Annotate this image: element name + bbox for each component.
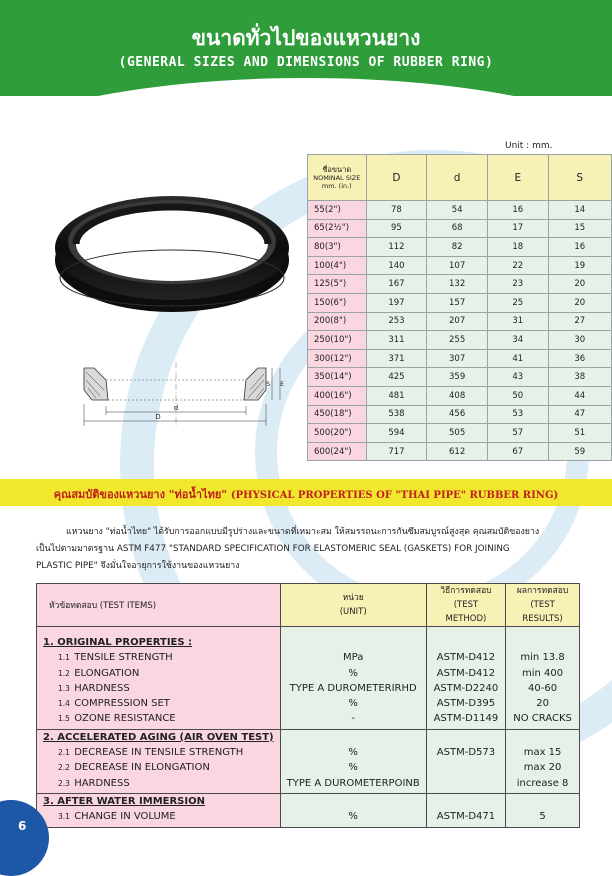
test-item-name: ELONGATION <box>74 667 140 679</box>
page-number: 6 <box>18 819 27 833</box>
cell-size: 350(14") <box>308 368 367 387</box>
cell-size: 125(5") <box>308 275 367 294</box>
test-item-number: 1.4 <box>58 699 70 709</box>
test-method: ASTM-D471 <box>436 811 496 823</box>
cell-E: 25 <box>487 293 548 312</box>
cell-D: 112 <box>366 238 427 257</box>
cell-d: 307 <box>427 349 488 368</box>
cell-D: 717 <box>366 442 427 461</box>
header-d: d <box>427 155 488 201</box>
test-unit: TYPE A DUROMETERIRHD <box>289 682 417 694</box>
header-unit <box>280 584 426 627</box>
dimensions-row <box>308 238 612 257</box>
test-result: increase 8 <box>516 777 569 789</box>
cell-S: 38 <box>548 368 611 387</box>
section-title-spacer <box>512 730 573 745</box>
test-item <box>43 760 274 775</box>
test-item-name: TENSILE STRENGTH <box>74 652 173 664</box>
properties-title-thai: คุณสมบัติของแหวนยาง "ท่อน้ำไทย" <box>53 488 228 501</box>
cell-E: 41 <box>487 349 548 368</box>
properties-section-row <box>37 729 580 793</box>
test-result: NO CRACKS <box>513 713 572 725</box>
dimensions-body <box>308 201 612 461</box>
header-nominal-en: NOMINAL SIZE <box>313 173 361 182</box>
cell-size: 55(2") <box>308 201 367 220</box>
intro-paragraph <box>36 524 581 575</box>
cell-d: 359 <box>427 368 488 387</box>
dimensions-row <box>308 293 612 312</box>
cell-S: 20 <box>548 275 611 294</box>
cell-size: 100(4") <box>308 256 367 275</box>
cell-d: 132 <box>427 275 488 294</box>
cell-D: 594 <box>366 424 427 443</box>
test-unit: % <box>348 698 358 710</box>
dimensions-row <box>308 331 612 350</box>
intro-line-1: แหวนยาง "ท่อน้ำไทย" ได้รับการออกแบบมีรูปร่างและขนาดที่เหมาะสม ให้สมรรถนะการกันซึมสมบูรณ์สูงสุด คุณสมบัติของยาง <box>66 527 540 537</box>
test-method: ASTM-D2240 <box>433 682 499 694</box>
header-S: S <box>548 155 611 201</box>
cell-E: 22 <box>487 256 548 275</box>
test-method <box>433 760 499 775</box>
dimensions-row <box>308 275 612 294</box>
section-method-cell <box>426 627 505 730</box>
cell-E: 43 <box>487 368 548 387</box>
cell-d: 255 <box>427 331 488 350</box>
header-method-en: (TEST METHOD) <box>445 600 487 624</box>
cell-D: 167 <box>366 275 427 294</box>
cell-E: 23 <box>487 275 548 294</box>
header-method <box>426 584 505 627</box>
intro-line-2: เป็นไปตามมาตรฐาน ASTM F477 "STANDARD SPECIFICATION FOR ELASTOMERIC SEAL (GASKETS) FOR JOINING <box>36 544 510 554</box>
test-item <box>43 711 274 726</box>
header-results-en: (TEST RESULTS) <box>522 600 563 624</box>
dimensions-row <box>308 405 612 424</box>
cell-D: 311 <box>366 331 427 350</box>
test-item <box>43 776 274 791</box>
section-title-spacer <box>287 635 420 650</box>
cell-d: 54 <box>427 201 488 220</box>
section-title-spacer <box>512 635 573 650</box>
section-method-cell <box>426 793 505 827</box>
label-small-d: d <box>173 404 179 412</box>
cell-size: 500(20") <box>308 424 367 443</box>
section-title-spacer <box>512 794 573 809</box>
header-unit-th: หน่วย <box>342 593 364 603</box>
header-unit-en: (UNIT) <box>339 607 367 617</box>
label-big-d: D <box>155 413 161 421</box>
cell-size: 400(16") <box>308 386 367 405</box>
properties-header-row <box>37 584 580 627</box>
cell-D: 538 <box>366 405 427 424</box>
label-s: S <box>266 381 270 388</box>
cell-d: 207 <box>427 312 488 331</box>
cell-S: 16 <box>548 238 611 257</box>
dimensions-row <box>308 201 612 220</box>
header-nominal-th: ชื่อขนาด <box>322 164 352 174</box>
test-item <box>43 681 274 696</box>
section-items-cell <box>37 793 281 827</box>
properties-body <box>37 627 580 828</box>
cell-E: 34 <box>487 331 548 350</box>
cell-d: 456 <box>427 405 488 424</box>
test-result: max 20 <box>523 762 562 774</box>
section-title-spacer <box>433 794 499 809</box>
section-title-text: 2. ACCELERATED AGING (AIR OVEN TEST) <box>43 731 274 743</box>
section-title-text: 1. ORIGINAL PROPERTIES : <box>43 637 193 648</box>
section-title <box>43 730 274 745</box>
cell-E: 67 <box>487 442 548 461</box>
cell-size: 250(10") <box>308 331 367 350</box>
cell-S: 59 <box>548 442 611 461</box>
cell-S: 30 <box>548 331 611 350</box>
dimensions-row <box>308 424 612 443</box>
header-E: E <box>487 155 548 201</box>
test-unit: % <box>348 811 358 823</box>
test-unit: % <box>348 667 358 679</box>
cell-E: 31 <box>487 312 548 331</box>
cell-d: 107 <box>427 256 488 275</box>
section-title-spacer <box>287 794 420 809</box>
cell-d: 505 <box>427 424 488 443</box>
cell-E: 16 <box>487 201 548 220</box>
section-unit-cell <box>280 627 426 730</box>
test-unit: % <box>348 747 358 759</box>
test-unit: MPa <box>343 652 364 664</box>
cell-E: 50 <box>487 386 548 405</box>
test-item-number: 2.1 <box>58 748 70 758</box>
test-item <box>43 650 274 665</box>
header-nominal-unit: mm. (in.) <box>321 181 352 190</box>
header-results <box>506 584 580 627</box>
cell-D: 95 <box>366 219 427 238</box>
test-item-name: OZONE RESISTANCE <box>74 713 176 725</box>
test-unit: % <box>348 762 358 774</box>
cell-S: 44 <box>548 386 611 405</box>
test-item-name: DECREASE IN TENSILE STRENGTH <box>74 747 244 759</box>
cell-S: 20 <box>548 293 611 312</box>
cell-S: 47 <box>548 405 611 424</box>
test-item-name: HARDNESS <box>74 682 130 694</box>
header-method-th: วิธีการทดสอบ <box>440 586 492 596</box>
section-results-cell <box>506 729 580 793</box>
cell-S: 15 <box>548 219 611 238</box>
cell-size: 450(18") <box>308 405 367 424</box>
dimensions-row <box>308 349 612 368</box>
dimensions-row <box>308 442 612 461</box>
test-item-name: DECREASE IN ELONGATION <box>74 762 210 774</box>
cell-E: 18 <box>487 238 548 257</box>
cell-D: 140 <box>366 256 427 275</box>
intro-line-3: PLASTIC PIPE" จึงมั่นใจอายุการใช้งานของแหวนยาง <box>36 561 240 571</box>
test-item-number: 3.1 <box>58 812 70 822</box>
dimensions-row <box>308 368 612 387</box>
section-title <box>43 794 274 809</box>
test-item-number: 1.5 <box>58 714 70 724</box>
cell-D: 78 <box>366 201 427 220</box>
test-item-number: 2.2 <box>58 763 70 773</box>
properties-title-english: (PHYSICAL PROPERTIES OF "THAI PIPE" RUBBER RING) <box>230 490 559 501</box>
test-method: ASTM-D573 <box>436 747 496 759</box>
cell-S: 36 <box>548 349 611 368</box>
cell-D: 253 <box>366 312 427 331</box>
dimensions-row <box>308 256 612 275</box>
test-method: ASTM-D412 <box>436 667 496 679</box>
label-e: E <box>280 381 284 388</box>
cell-D: 197 <box>366 293 427 312</box>
section-title-text: 3. AFTER WATER IMMERSION <box>43 795 205 807</box>
test-item-name: HARDNESS <box>74 777 130 789</box>
cell-S: 14 <box>548 201 611 220</box>
section-unit-cell <box>280 793 426 827</box>
section-items-cell <box>37 729 281 793</box>
dimensions-row <box>308 312 612 331</box>
cell-size: 65(2½") <box>308 219 367 238</box>
cell-E: 57 <box>487 424 548 443</box>
test-result: max 15 <box>523 747 562 759</box>
section-title-spacer <box>287 730 420 745</box>
cell-S: 27 <box>548 312 611 331</box>
cell-d: 68 <box>427 219 488 238</box>
dimensions-table <box>307 154 612 461</box>
test-item <box>43 696 274 711</box>
section-unit-cell <box>280 729 426 793</box>
dimensions-row <box>308 386 612 405</box>
test-method: ASTM-D395 <box>436 698 496 710</box>
cell-size: 80(3") <box>308 238 367 257</box>
test-item <box>43 745 274 760</box>
test-result: min 13.8 <box>520 652 565 664</box>
test-item-number: 1.3 <box>58 683 70 693</box>
cell-D: 481 <box>366 386 427 405</box>
test-method <box>433 776 499 791</box>
test-method: ASTM-D1149 <box>433 713 499 725</box>
header-test-items <box>37 584 281 627</box>
cell-D: 371 <box>366 349 427 368</box>
header-nominal-size <box>308 155 367 201</box>
section-results-cell <box>506 627 580 730</box>
test-item-number: 1.2 <box>58 668 70 678</box>
page-title-thai: ขนาดทั่วไปของแหวนยาง <box>191 26 421 50</box>
cell-size: 600(24") <box>308 442 367 461</box>
cell-size: 150(6") <box>308 293 367 312</box>
test-item-number: 2.3 <box>58 778 70 788</box>
cell-S: 19 <box>548 256 611 275</box>
test-result: 5 <box>539 811 546 823</box>
rubber-ring-illustration <box>52 178 292 318</box>
cell-d: 82 <box>427 238 488 257</box>
section-results-cell <box>506 793 580 827</box>
section-method-cell <box>426 729 505 793</box>
test-method: ASTM-D412 <box>436 652 496 664</box>
dimensions-row <box>308 219 612 238</box>
header-D: D <box>366 155 427 201</box>
cell-d: 157 <box>427 293 488 312</box>
header-test-items-label: หัวข้อทดสอบ (TEST ITEMS) <box>49 601 157 611</box>
ring-cross-section-diagram <box>80 360 285 430</box>
test-item <box>43 809 274 824</box>
section-title-spacer <box>433 635 499 650</box>
properties-table <box>36 583 580 828</box>
test-item-number: 1.1 <box>58 653 70 663</box>
header-band <box>0 96 612 108</box>
header-results-th: ผลการทดสอบ <box>516 586 569 596</box>
cell-d: 612 <box>427 442 488 461</box>
cell-S: 51 <box>548 424 611 443</box>
unit-label: Unit : mm. <box>505 141 553 151</box>
section-title <box>43 635 274 650</box>
test-item <box>43 666 274 681</box>
cell-size: 200(8") <box>308 312 367 331</box>
cell-E: 53 <box>487 405 548 424</box>
test-item-name: COMPRESSION SET <box>74 698 170 710</box>
section-items-cell <box>37 627 281 730</box>
test-unit: - <box>351 713 355 725</box>
cell-E: 17 <box>487 219 548 238</box>
cell-d: 408 <box>427 386 488 405</box>
test-result: 40-60 <box>528 682 558 694</box>
page-title-english: (GENERAL SIZES AND DIMENSIONS OF RUBBER RING) <box>118 55 494 70</box>
test-unit: TYPE A DUROMETERPOINB <box>286 777 420 789</box>
properties-section-row <box>37 793 580 827</box>
cell-D: 425 <box>366 368 427 387</box>
dimensions-header-row <box>308 155 612 201</box>
cell-size: 300(12") <box>308 349 367 368</box>
test-result: 20 <box>536 698 549 710</box>
properties-title <box>0 485 612 503</box>
test-item-name: CHANGE IN VOLUME <box>74 811 176 823</box>
section-title-spacer <box>433 730 499 745</box>
properties-section-row <box>37 627 580 730</box>
test-result: min 400 <box>522 667 564 679</box>
